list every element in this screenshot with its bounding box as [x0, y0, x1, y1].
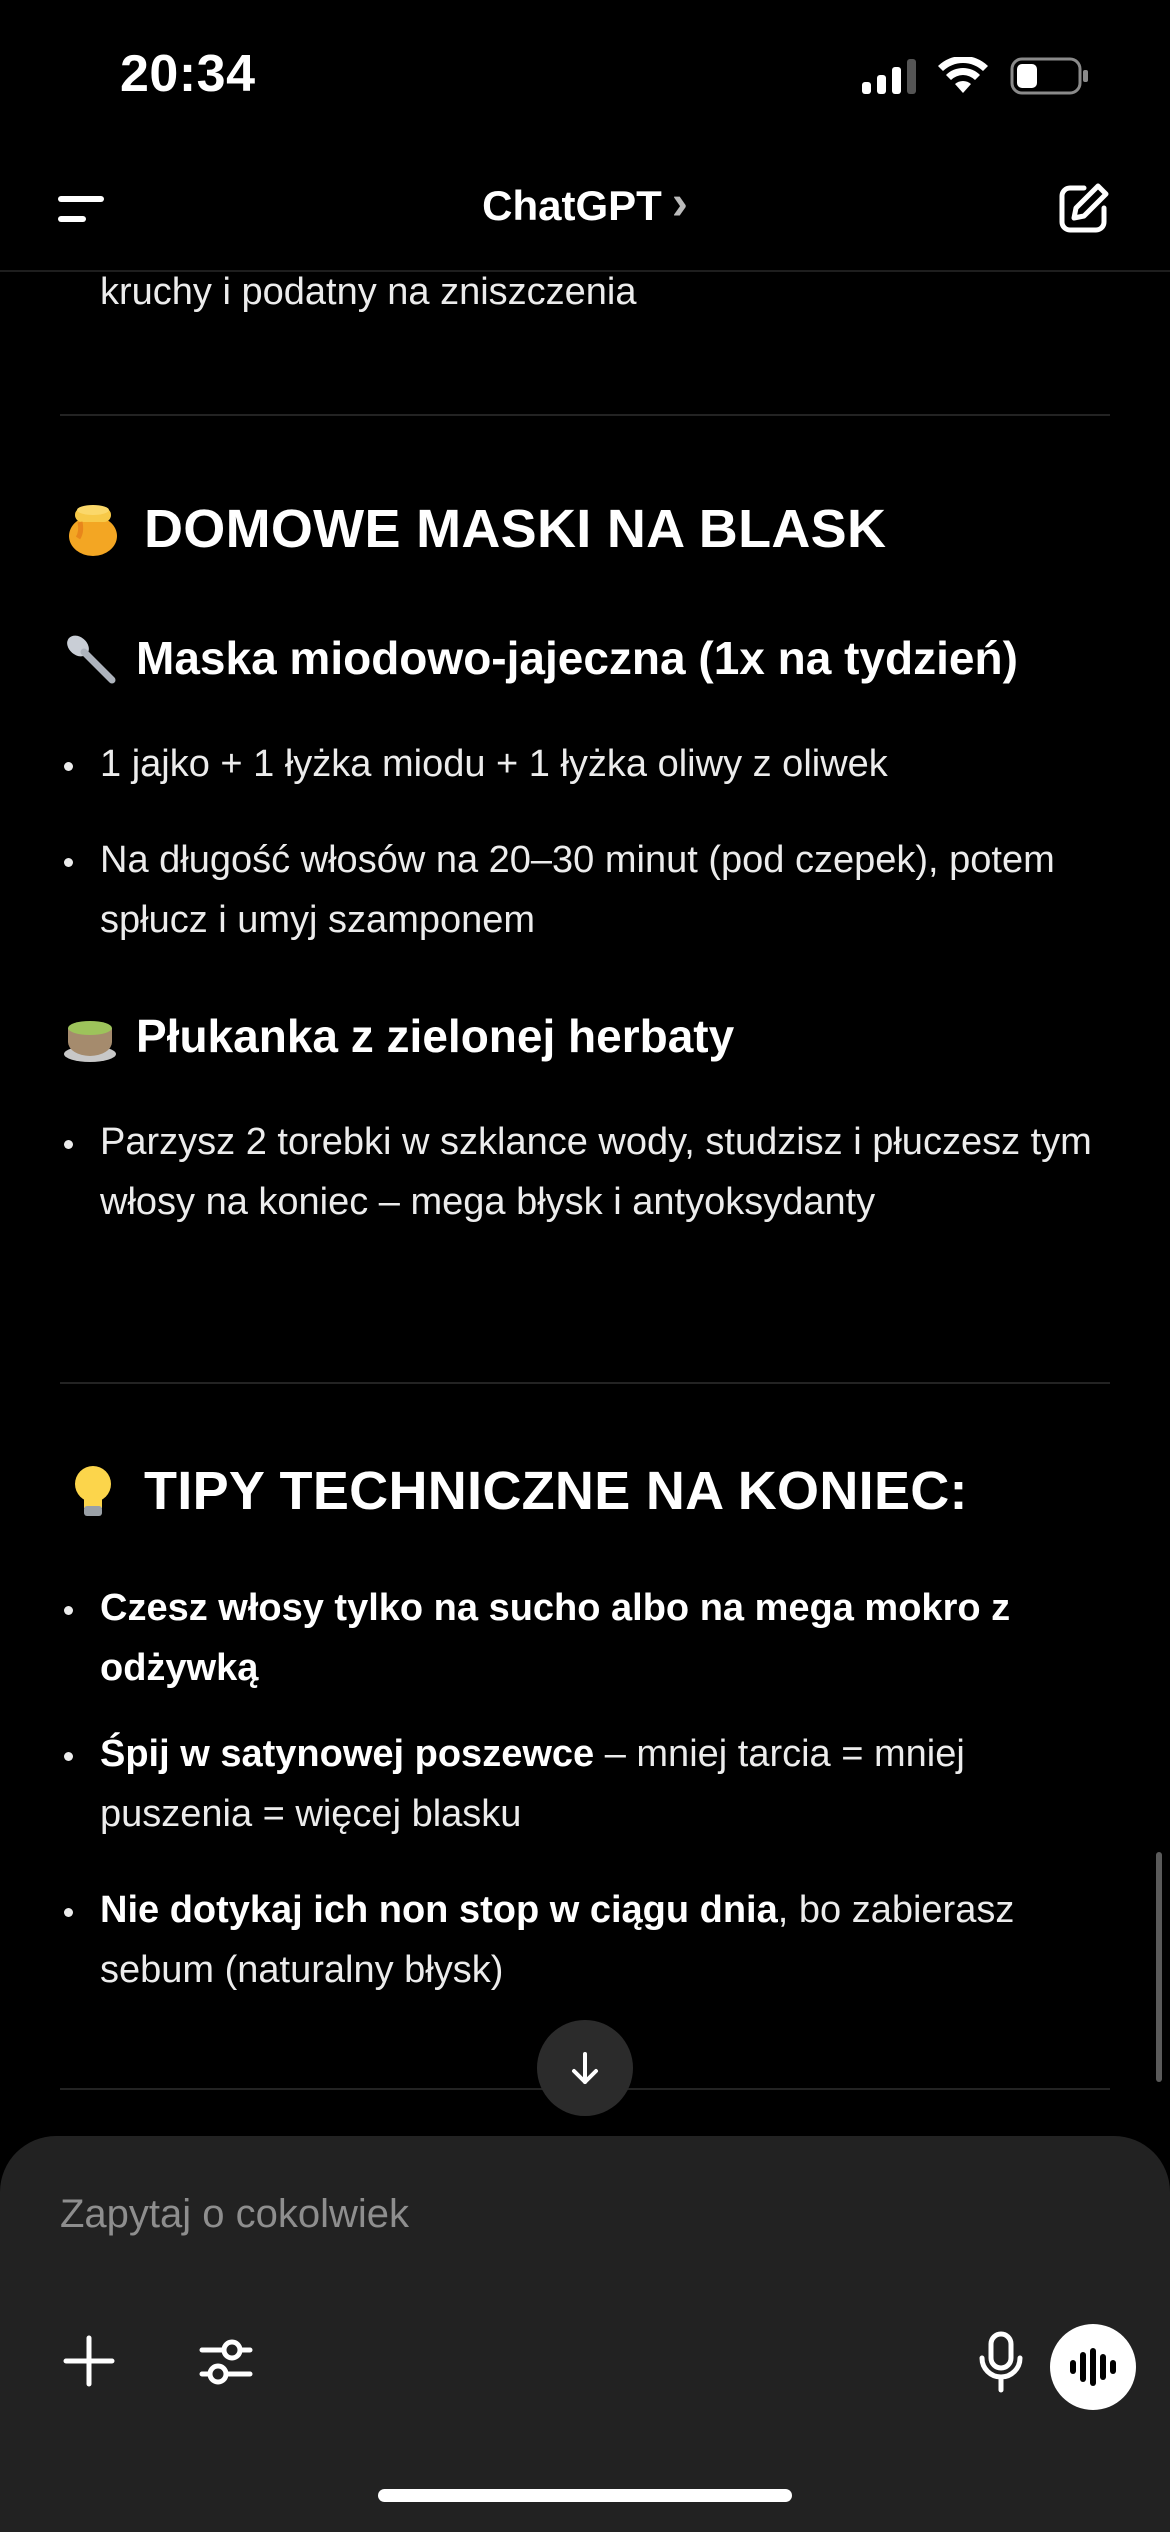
status-time: 20:34: [120, 45, 256, 103]
plus-icon[interactable]: [62, 2334, 116, 2388]
divider: [60, 414, 1110, 416]
scroll-down-button[interactable]: [537, 2020, 633, 2116]
composer: [0, 2136, 1170, 2532]
status-bar: [0, 0, 1170, 150]
honey-pot-icon: [62, 498, 124, 560]
divider: [60, 1382, 1110, 1384]
status-icons: [862, 56, 1090, 96]
battery-icon: [1010, 56, 1090, 96]
list-item: Na długość włosów na 20–30 minut (pod czepek), potem spłucz i umyj szamponem: [62, 830, 1122, 950]
edit-icon[interactable]: [1054, 180, 1112, 238]
home-indicator[interactable]: [378, 2489, 792, 2502]
section-heading-masks: [62, 498, 886, 560]
chevron-right-icon: ›: [671, 177, 688, 230]
subheading-text: Płukanka z zielonej herbaty: [136, 1010, 735, 1062]
message-text-partial: kruchy i podatny na zniszczenia: [100, 272, 637, 313]
list-item: [62, 1724, 1122, 1844]
list-item: Parzysz 2 torebki w szklance wody, studzisz i płuczesz tym włosy na koniec – mega błysk i antyoksydanty: [62, 1112, 1122, 1232]
voice-mode-icon: [1068, 2347, 1118, 2387]
list-item-rest: – mniej tarcia = mniej puszenia = więcej blasku: [100, 1733, 965, 1835]
list-item-bold: Czesz włosy tylko na sucho albo na mega mokro z odżywką: [100, 1587, 1011, 1689]
subheading-text: Maska miodowo-jajeczna (1x na tydzień): [136, 632, 1018, 684]
sliders-icon[interactable]: [196, 2332, 256, 2392]
nav-title: ChatGPT: [482, 181, 662, 229]
list-item: [62, 1578, 1122, 1698]
list-item-bold: Nie dotykaj ich non stop w ciągu dnia: [100, 1889, 778, 1931]
teacup-icon: [62, 1008, 118, 1064]
microphone-icon[interactable]: [976, 2330, 1026, 2394]
nav-bar: [0, 150, 1170, 272]
spoon-icon: [62, 630, 118, 686]
subheading-mask-2: [62, 1008, 734, 1064]
subheading-mask-1: [62, 630, 1018, 686]
chat-content: [0, 272, 1170, 2132]
list-item: [62, 1880, 1122, 2000]
model-selector[interactable]: [0, 177, 1170, 231]
message-input[interactable]: Zapytaj o cokolwiek: [60, 2192, 410, 2236]
voice-mode-button[interactable]: [1050, 2324, 1136, 2410]
scroll-indicator[interactable]: [1156, 1852, 1162, 2082]
section-title: DOMOWE MASKI NA BLASK: [144, 499, 887, 559]
cellular-signal-icon: [862, 58, 916, 94]
list-item-bold: Śpij w satynowej poszewce: [100, 1733, 595, 1775]
list-item: 1 jajko + 1 łyżka miodu + 1 łyżka oliwy z oliwek: [62, 734, 1122, 794]
section-title: TIPY TECHNICZNE NA KONIEC:: [144, 1461, 968, 1521]
light-bulb-icon: [62, 1460, 124, 1522]
section-heading-tips: [62, 1460, 968, 1522]
wifi-icon: [938, 57, 988, 95]
arrow-down-icon: [565, 2048, 605, 2088]
list-item-rest: , bo zabierasz sebum (naturalny błysk): [100, 1889, 1015, 1991]
